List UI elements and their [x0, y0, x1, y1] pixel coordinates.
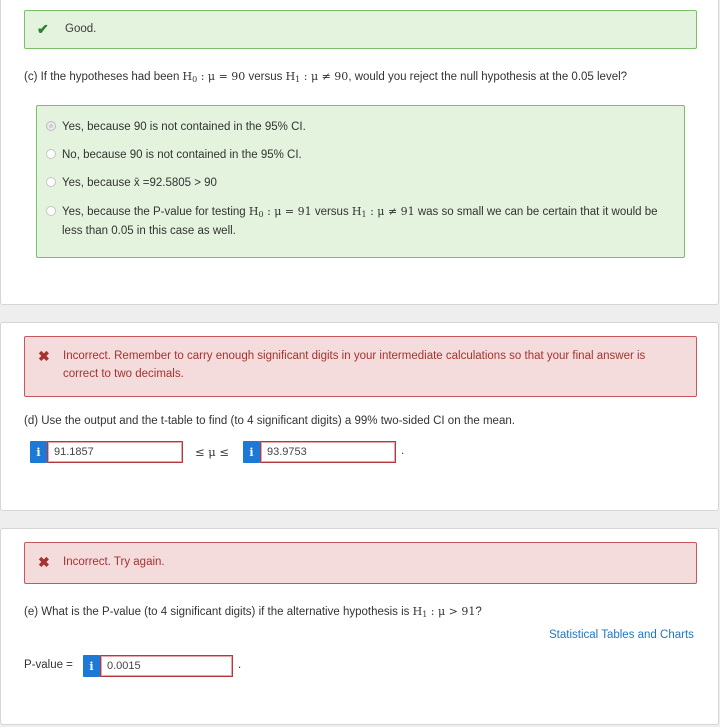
- choices-group: [36, 105, 685, 258]
- choice-2-label: No, because 90 is not contained in the 95% CI.: [62, 149, 302, 161]
- choice-4-label: Yes, because the P-value for testing $H_0$ : μ = 91 versus $H_1$ : μ ≠ 91 was so small we can be certain that it would be less than 0.05 in this case as well.: [62, 205, 658, 237]
- choice-4[interactable]: [46, 204, 658, 239]
- period: .: [401, 445, 405, 457]
- statistical-tables-link[interactable]: Statistical Tables and Charts: [549, 629, 694, 641]
- x-icon: ✖: [38, 554, 50, 570]
- h1-math: $H_1$ : μ ≠ 90: [285, 70, 349, 84]
- info-icon[interactable]: i: [83, 655, 100, 677]
- feedback-good: [24, 10, 697, 49]
- question-d: (d) Use the output and the t-table to find (to 4 significant digits) a 99% two-sided CI on the mean.: [24, 415, 515, 427]
- question-c: (c) If the hypotheses had been $H_0$ : μ = 90 versus $H_1$ : μ ≠ 90, would you reject the null hypothesis at the 0.05 level?: [24, 70, 628, 84]
- radio[interactable]: [46, 206, 56, 216]
- radio[interactable]: [46, 177, 56, 187]
- x-icon: ✖: [38, 348, 50, 364]
- question-e: (e) What is the P-value (to 4 significant digits) if the alternative hypothesis is $H_1$ : μ > 91?: [24, 605, 482, 619]
- section-e-card: [0, 528, 719, 725]
- pvalue-label: P-value =: [24, 659, 73, 671]
- ci-lower-input[interactable]: 91.1857: [47, 441, 183, 463]
- feedback-incorrect: [24, 542, 697, 584]
- choice-3-label: Yes, because x̄ =92.5805 > 90: [62, 177, 217, 189]
- choice-1-label: Yes, because 90 is not contained in the 95% CI.: [62, 121, 306, 133]
- radio-selected[interactable]: [46, 121, 56, 131]
- choice-2[interactable]: [46, 147, 302, 163]
- feedback-good-text: Good.: [65, 23, 97, 35]
- period: .: [238, 659, 242, 671]
- feedback-incorrect: [24, 336, 697, 397]
- h0-math: $H_0$ : μ = 90: [182, 70, 246, 84]
- mu-inequality: ≤ μ ≤: [195, 445, 230, 459]
- feedback-incorrect-text: Incorrect. Try again.: [63, 556, 165, 568]
- section-c-card: [0, 0, 719, 305]
- feedback-incorrect-line2: correct to two decimals.: [63, 368, 184, 380]
- pvalue-input[interactable]: 0.0015: [100, 655, 233, 677]
- section-d-card: [0, 322, 719, 511]
- choice-3[interactable]: [46, 175, 217, 191]
- info-icon[interactable]: i: [243, 441, 260, 463]
- info-icon[interactable]: i: [30, 441, 47, 463]
- radio[interactable]: [46, 149, 56, 159]
- choice-1[interactable]: [46, 119, 306, 135]
- check-icon: ✔: [37, 21, 49, 37]
- ci-upper-input[interactable]: 93.9753: [260, 441, 396, 463]
- feedback-incorrect-line1: Incorrect. Remember to carry enough significant digits in your intermediate calculations so that your final answer is: [63, 350, 646, 362]
